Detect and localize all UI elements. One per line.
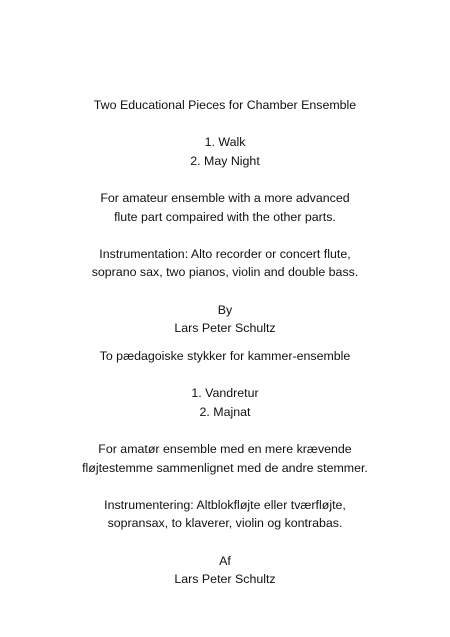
danish-description-line-1: For amatør ensemble med en mere krævende bbox=[98, 441, 352, 456]
english-instrumentation-line-1: Instrumentation: Alto recorder or concert flute, bbox=[99, 246, 351, 261]
english-description-line-2: flute part compaired with the other parts. bbox=[114, 209, 336, 224]
spacer bbox=[0, 366, 450, 385]
spacer bbox=[0, 170, 450, 189]
english-section bbox=[0, 96, 450, 338]
danish-title: To pædagoiske stykker for kammer-ensemble bbox=[99, 349, 351, 363]
spacer bbox=[0, 115, 450, 134]
spacer bbox=[0, 421, 450, 440]
spacer bbox=[0, 226, 450, 245]
danish-instrumentation-line-1: Instrumentering: Altblokfløjte eller tværfløjte, bbox=[104, 497, 346, 512]
danish-author: Lars Peter Schultz bbox=[174, 572, 276, 587]
spacer bbox=[0, 533, 450, 552]
danish-instrumentation-line-2: sopransax, to klaverer, violin og kontrabas. bbox=[107, 516, 343, 531]
english-piece-1: 1. Walk bbox=[204, 135, 246, 150]
english-title: Two Educational Pieces for Chamber Ensemble bbox=[93, 98, 357, 112]
english-description-line-1: For amateur ensemble with a more advanced bbox=[100, 190, 350, 205]
danish-piece-1: 1. Vandretur bbox=[191, 386, 259, 401]
spacer bbox=[0, 477, 450, 496]
english-author: Lars Peter Schultz bbox=[174, 321, 276, 336]
english-piece-2: 2. May Night bbox=[190, 153, 260, 168]
english-by-label: By bbox=[217, 302, 233, 317]
spacer bbox=[0, 282, 450, 301]
danish-description-line-2: fløjtestemme sammenlignet med de andre stemmer. bbox=[82, 460, 368, 475]
danish-piece-2: 2. Majnat bbox=[199, 404, 251, 419]
english-instrumentation-line-2: soprano sax, two pianos, violin and double bass. bbox=[91, 265, 359, 280]
danish-by-label: Af bbox=[219, 553, 231, 568]
danish-section bbox=[0, 347, 450, 589]
